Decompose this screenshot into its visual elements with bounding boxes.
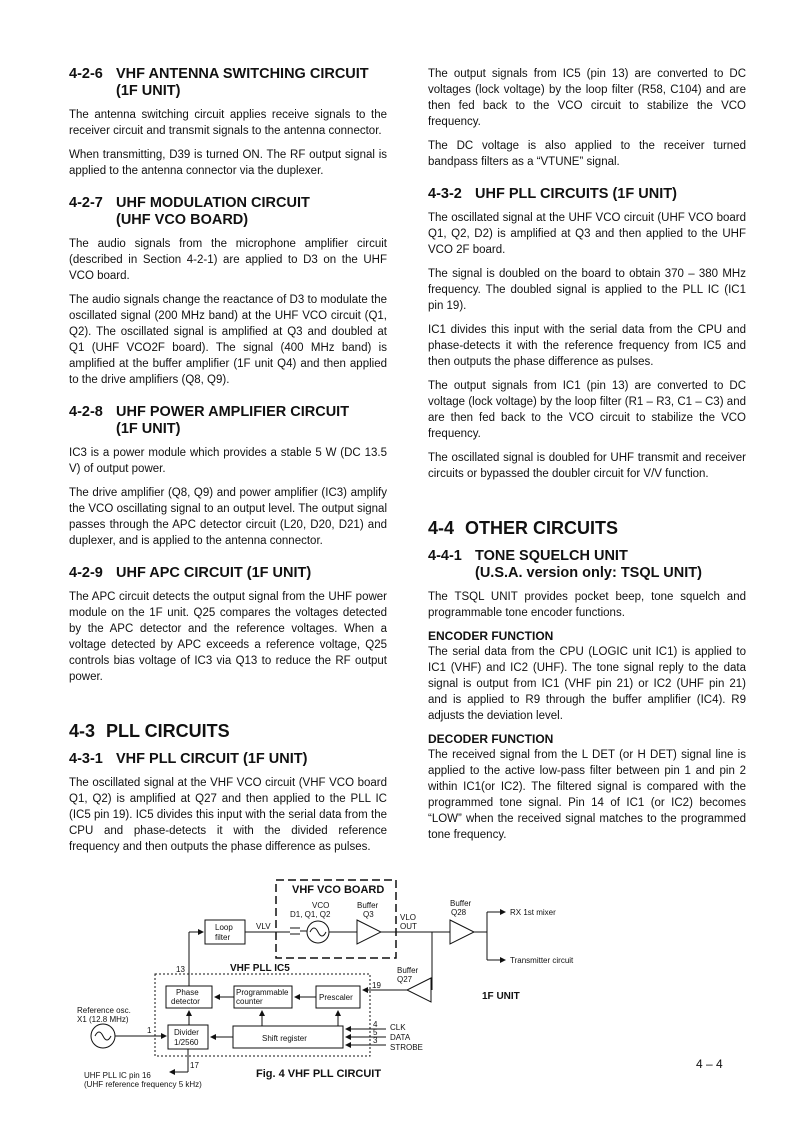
loop-filter-label-2: filter <box>215 933 231 942</box>
decoder-function-heading: DECODER FUNCTION <box>428 732 554 746</box>
data-label: DATA <box>390 1033 411 1042</box>
paragraph: The audio signals from the microphone amplifier circuit (described in Section 4-2-1) are applied to D3 on the UHF VCO board. <box>69 238 387 282</box>
vco-label: VCO <box>312 901 330 910</box>
vco-board-label: VHF VCO BOARD <box>292 884 385 896</box>
paragraph: The DC voltage is also applied to the receiver turned bandpass filters as a “VTUNE” signal. <box>428 140 746 168</box>
heading-4-3: 4-3 PLL CIRCUITS <box>69 721 230 741</box>
paragraph: IC1 divides this input with the serial data from the CPU and phase-detects it with the reference frequency from IC5 and then outputs the phase difference as pulses. <box>428 324 746 368</box>
strobe-label: STROBE <box>390 1043 423 1052</box>
paragraph: The received signal from the L DET (or H DET) signal line is applied to the active low-pass filter between pin 1 and pin 2 within IC1(or IC2). The filtered signal is compared with the programmed tone signal. Pin 14 of IC1 (or IC2) becomes “LOW” when the received signal matches to the programmed tone frequency. <box>428 749 746 841</box>
reference-osc-label: Reference osc. <box>77 1006 131 1015</box>
paragraph: IC3 is a power module which provides a stable 5 W (DC 13.5 V) of output power. <box>69 447 387 475</box>
paragraph: The APC circuit detects the output signal from the UHF power module on the 1F unit. Q25 compares the voltages detected by the APC detector and the reference voltages. When a voltage detected by APC exceeds a reference voltage, Q25 controls bias voltage of IC3 via Q13 to reduce the RF output power. <box>69 591 387 683</box>
vlv-label: VLV <box>256 922 271 931</box>
vhf-pll-diagram <box>0 870 794 1122</box>
buffer-q3-ref: Q3 <box>363 910 374 919</box>
shift-register-label: Shift register <box>262 1034 307 1043</box>
paragraph: The drive amplifier (Q8, Q9) and power amplifier (IC3) amplify the VCO oscillating signal to an output level. The output signal passes through the APC detector circuit (L20, D20, D21) and duplexer, and is applied to the antenna connector. <box>69 487 387 547</box>
heading-4-2-7: 4-2-7 UHF MODULATION CIRCUIT (UHF VCO BOARD) <box>69 195 310 228</box>
vco-parts-label: D1, Q1, Q2 <box>290 910 331 919</box>
encoder-function-heading: ENCODER FUNCTION <box>428 629 554 643</box>
uhf-ref-label: (UHF reference frequency 5 kHz) <box>84 1080 202 1089</box>
pin-4: 4 <box>373 1020 378 1029</box>
heading-4-3-1: 4-3-1 VHF PLL CIRCUIT (1F UNIT) <box>69 751 308 767</box>
right-column <box>428 66 746 851</box>
clk-label: CLK <box>390 1023 406 1032</box>
paragraph: The oscillated signal is doubled for UHF transmit and receiver circuits or bypassed the doubler circuit for V/V function. <box>428 452 746 480</box>
heading-4-3-2: 4-3-2 UHF PLL CIRCUITS (1F UNIT) <box>428 186 677 202</box>
pin-3: 3 <box>373 1036 378 1045</box>
pin-13: 13 <box>176 965 185 974</box>
paragraph: The TSQL UNIT provides pocket beep, tone squelch and programmable tone encoder functions. <box>428 591 746 619</box>
unit-label: 1F UNIT <box>482 991 520 1002</box>
tx-circuit-label: Transmitter circuit <box>510 956 574 965</box>
uhf-pll-label: UHF PLL IC pin 16 <box>84 1071 151 1080</box>
paragraph: The oscillated signal at the VHF VCO circuit (VHF VCO board Q1, Q2) is amplified at Q27 and then applied to the PLL IC (IC5 pin 19). IC5 divides this input with the serial data from the CPU and phase-detects it with the divided reference frequency and then outputs the phase difference as pulses. <box>69 777 387 853</box>
buffer-q28-ref: Q28 <box>451 908 467 917</box>
heading-4-4-1: 4-4-1 TONE SQUELCH UNIT (U.S.A. version only: TSQL UNIT) <box>428 548 702 581</box>
rx-mixer-label: RX 1st mixer <box>510 908 556 917</box>
buffer-q3-label: Buffer <box>357 901 379 910</box>
buffer-q28-label: Buffer <box>450 899 472 908</box>
heading-4-2-6: 4-2-6 VHF ANTENNA SWITCHING CIRCUIT (1F UNIT) <box>69 66 369 99</box>
loop-filter-label-1: Loop <box>215 923 233 932</box>
prog-counter-label-1: Programmable <box>236 988 289 997</box>
heading-4-2-9: 4-2-9 UHF APC CIRCUIT (1F UNIT) <box>69 565 312 581</box>
buffer-q27-ref: Q27 <box>397 975 413 984</box>
left-column <box>69 66 387 863</box>
paragraph: The audio signals change the reactance of D3 to modulate the oscillated signal (200 MHz band) at the UHF VCO circuit (Q1, Q2). The oscillated signal is amplified at Q3 and doubled at Q1 (UHF VCO2F board). The signal (400 MHz band) is amplified at the buffer amplifier (1F unit Q4) and then applied to the drive amplifiers (Q8, Q9). <box>69 294 387 386</box>
prescaler-label: Prescaler <box>319 993 353 1002</box>
reference-osc-freq: X1 (12.8 MHz) <box>77 1015 129 1024</box>
phase-detector-label-2: detector <box>171 997 200 1006</box>
pin-1: 1 <box>147 1026 152 1035</box>
heading-4-2-8: 4-2-8 UHF POWER AMPLIFIER CIRCUIT (1F UNIT) <box>69 404 350 437</box>
paragraph: The oscillated signal at the UHF VCO circuit (UHF VCO board Q1, Q2, D2) is amplified at Q3 and then applied to the UHF VCO 2F board. <box>428 212 746 256</box>
ic5-label: VHF PLL IC5 <box>230 963 290 974</box>
prog-counter-label-2: counter <box>236 997 263 1006</box>
buffer-q27-label: Buffer <box>397 966 419 975</box>
buffer-q28-symbol <box>450 920 474 944</box>
paragraph: The antenna switching circuit applies receive signals to the receiver circuit and transmit signals to the antenna connector. <box>69 109 387 137</box>
figure-caption: Fig. 4 VHF PLL CIRCUIT <box>256 1068 382 1080</box>
divider-label-1: Divider <box>174 1028 199 1037</box>
paragraph: When transmitting, D39 is turned ON. The RF output signal is applied to the antenna connector via the duplexer. <box>69 149 387 177</box>
vlo-label: VLO <box>400 913 417 922</box>
divider-label-2: 1/2560 <box>174 1038 199 1047</box>
buffer-q3-symbol <box>357 920 381 944</box>
vlo-out-label: OUT <box>400 922 417 931</box>
paragraph: The output signals from IC5 (pin 13) are converted to DC voltages (lock voltage) by the loop filter (R58, C104) and are then fed back to the VCO circuit to stabilize the VCO frequency. <box>428 68 746 128</box>
pin-19: 19 <box>372 981 381 990</box>
pin-17: 17 <box>190 1061 199 1070</box>
pin-5: 5 <box>373 1028 378 1037</box>
paragraph: The output signals from IC1 (pin 13) are converted to DC voltage (lock voltage) by the loop filter (R1 – R3, C1 – C3) and are then fed back to the VCO circuit to stabilize the VCO frequency. <box>428 380 746 440</box>
paragraph: The serial data from the CPU (LOGIC unit IC1) is applied to IC1 (VHF) and IC2 (UHF). The tone signal reply to the data signal is output from IC1 (VHF pin 21) or IC2 (UHF pin 21) and is applied to R9 through the buffer amplifier (IC4). R9 adjusts the deviation level. <box>428 646 746 722</box>
phase-detector-label-1: Phase <box>176 988 199 997</box>
page-number: 4 – 4 <box>696 1057 723 1071</box>
heading-4-4: 4-4 OTHER CIRCUITS <box>428 518 618 538</box>
paragraph: The signal is doubled on the board to obtain 370 – 380 MHz frequency. The doubled signal is applied to the PLL IC (IC1 pin 19). <box>428 268 746 312</box>
